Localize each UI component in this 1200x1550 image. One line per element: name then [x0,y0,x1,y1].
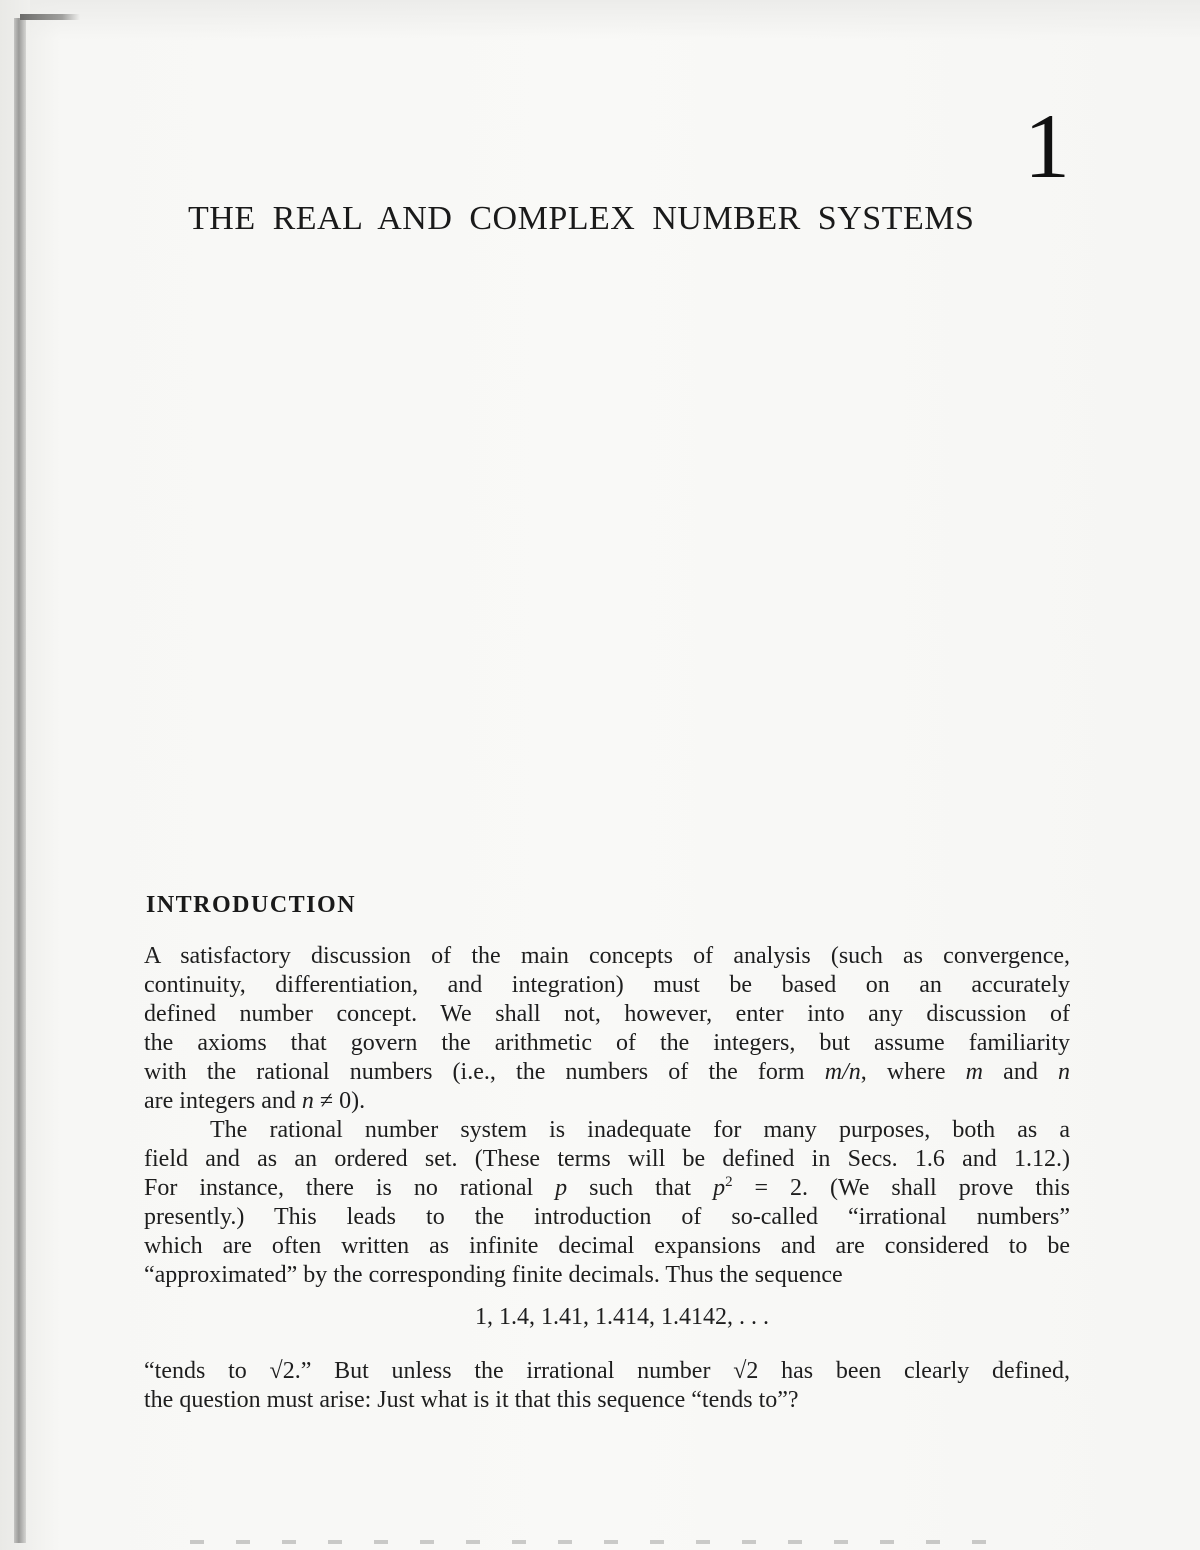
page-binding-edge [14,18,26,1543]
math-variable: n [1057,1059,1070,1085]
text-line: the axioms that govern the arithmetic of the integers, but assume familiarity [144,1030,1070,1056]
text-line: A satisfactory discussion of the main concepts of analysis (such as convergence, [144,943,1070,969]
text-line [144,1174,1070,1203]
section-heading: INTRODUCTION [146,892,357,918]
text-run: with the rational numbers (i.e., the numbers of the form [144,1059,825,1085]
display-sequence: 1, 1.4, 1.41, 1.414, 1.4142, . . . [475,1304,769,1330]
text-run: = 2. (We shall prove this [732,1175,1071,1201]
text-line: which are often written as infinite decimal expansions and are considered to be [144,1233,1070,1259]
text-line: the question must arise: Just what is it that this sequence “tends to”? [144,1387,799,1413]
text-run: “tends to [144,1358,270,1384]
text-line: defined number concept. We shall not, however, enter into any discussion of [144,1001,1070,1027]
math-variable: p [555,1175,568,1201]
text-line: The rational number system is inadequate for many purposes, both as a [210,1117,1070,1143]
text-line [144,1087,1070,1116]
introduction-paragraph-3 [144,1357,1070,1415]
math-variable: m [965,1059,984,1085]
text-line [144,1357,1070,1386]
text-line: field and as an ordered set. (These terms will be defined in Secs. 1.6 and 1.12.) [144,1146,1070,1172]
chapter-title: THE REAL AND COMPLEX NUMBER SYSTEMS [188,200,975,237]
text-run: For instance, there is no rational [144,1175,556,1201]
scan-top-shadow [30,0,1200,40]
text-run: such that [567,1175,714,1201]
text-run: and [983,1059,1058,1085]
text-run: ≠ 0). [313,1088,366,1114]
page-binding-corner [20,14,80,20]
cut-off-next-line [190,1540,990,1544]
text-line [144,1058,1070,1087]
text-run: are integers and [144,1088,302,1114]
math-sqrt: √2 [733,1358,759,1384]
text-line: continuity, differentiation, and integration) must be based on an accurately [144,972,1070,998]
text-run: has been clearly defined, [758,1358,1071,1384]
math-sqrt: √2 [269,1358,295,1384]
chapter-number: 1 [1024,95,1070,197]
text-line: presently.) This leads to the introduction of so-called “irrational numbers” [144,1204,1070,1230]
math-exponent: 2 [725,1174,733,1190]
introduction-paragraph-2 [144,1116,1070,1290]
text-line: “approximated” by the corresponding finite decimals. Thus the sequence [144,1262,843,1288]
introduction-paragraph-1 [144,942,1070,1116]
math-fraction: m/n [824,1059,861,1085]
math-variable: n [301,1088,314,1114]
text-run: , where [860,1059,966,1085]
text-run: .” But unless the irrational number [294,1358,734,1384]
math-variable: p [713,1175,726,1201]
